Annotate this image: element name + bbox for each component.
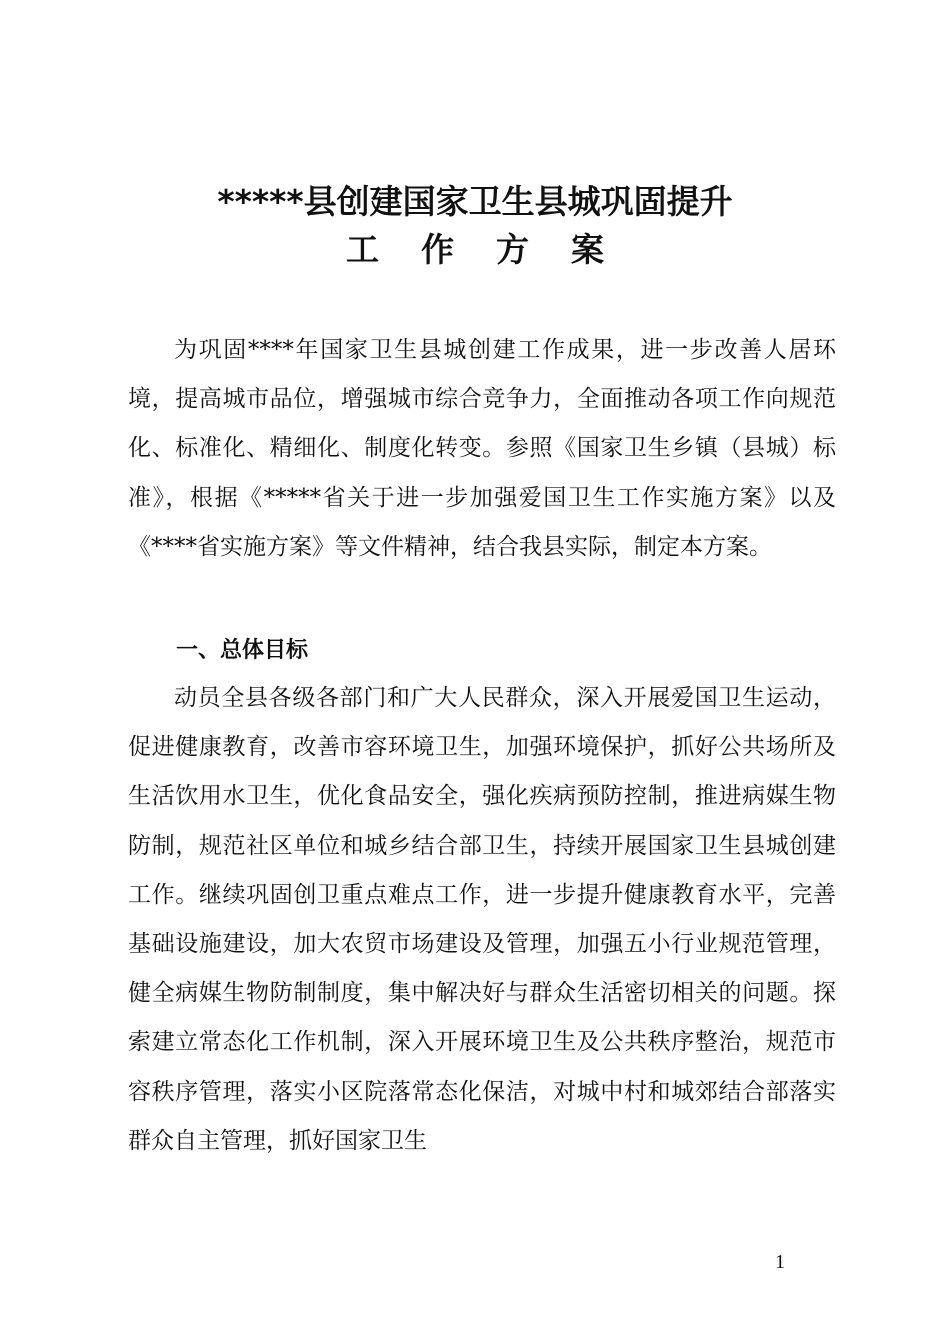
intro-paragraph: 为巩固****年国家卫生县城创建工作成果，进一步改善人居环境，提高城市品位，增强城市综合竞争力，全面推动各项工作向规范化、标准化、精细化、制度化转变。参照《国家卫生乡镇（县城）标准》，根据《*****省关于进一步加强爱国卫生工作实施方案》以及《****省实施方案》等文件精神，结合我县实际，制定本方案。 [128, 337, 836, 560]
section-heading-overall-goal: 一、总体目标 [176, 638, 309, 663]
page-number: 1 [775, 1251, 785, 1273]
overall-goal-paragraph: 动员全县各级各部门和广大人民群众，深入开展爱国卫生运动，促进健康教育，改善市容环境卫生，加强环境保护，抓好公共场所及生活饮用水卫生，优化食品安全，强化疾病预防控制，推进病媒生物防制，规范社区单位和城乡结合部卫生，持续开展国家卫生县城创建工作。继续巩固创卫重点难点工作，进一步提升健康教育水平，完善基础设施建设，加大农贸市场建设及管理，加强五小行业规范管理，健全病媒生物防制制度，集中解决好与群众生活密切相关的问题。探索建立常态化工作机制，深入开展环境卫生及公共秩序整治，规范市容秩序管理，落实小区院落常态化保洁，对城中村和城郊结合部落实群众自主管理，抓好国家卫生 [128, 685, 836, 1154]
document-title-line-1: *****县创建国家卫生县城巩固提升 [217, 182, 733, 221]
document-title-line-2: 工作方案 [346, 230, 646, 269]
